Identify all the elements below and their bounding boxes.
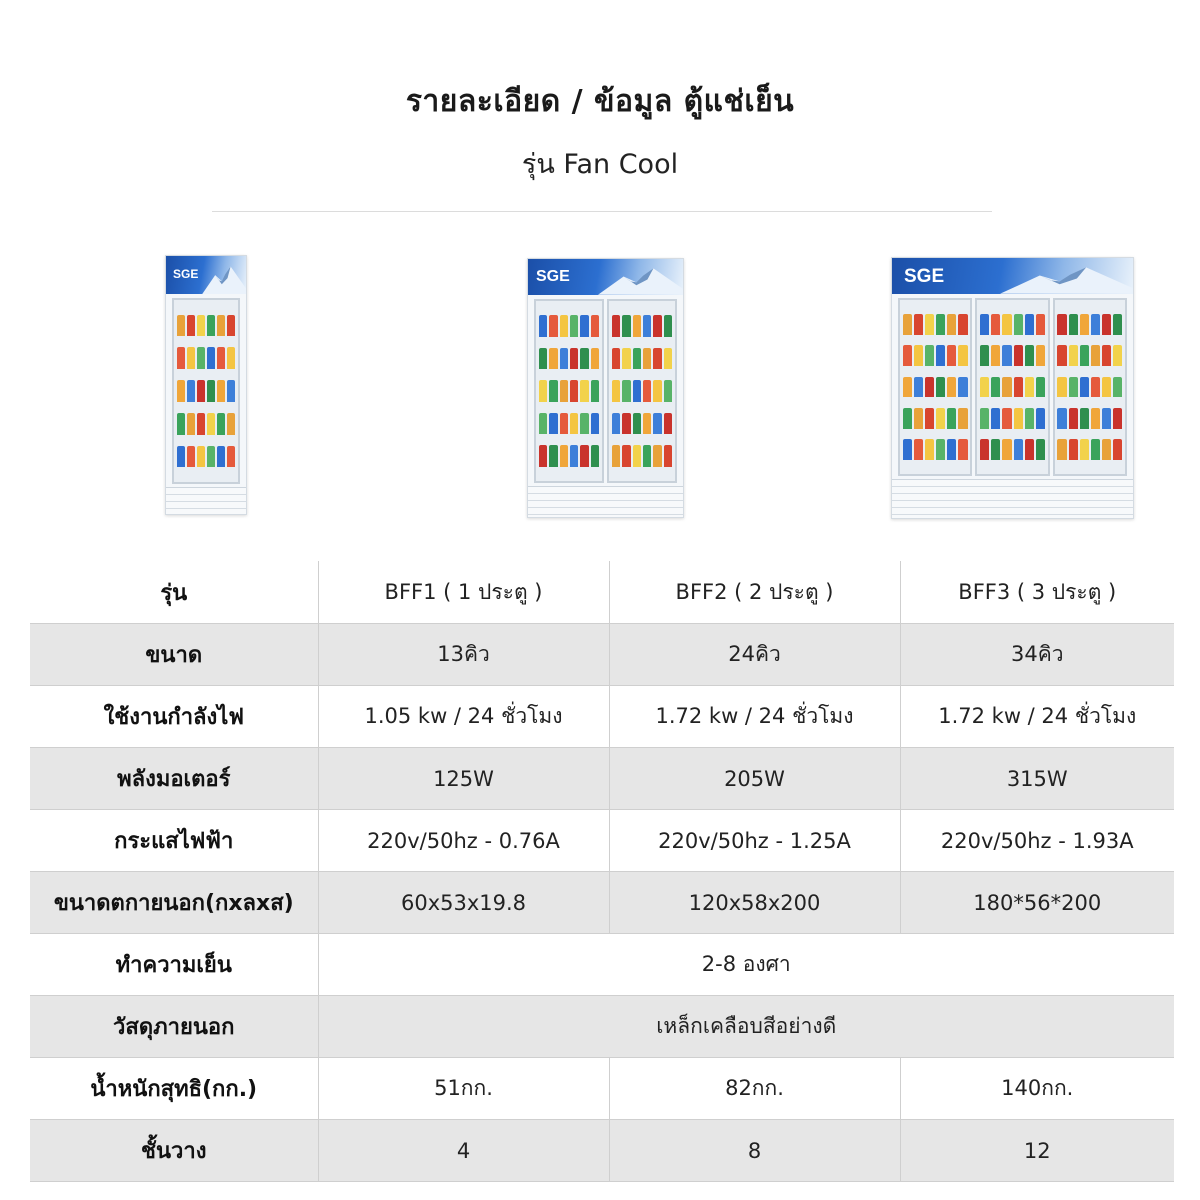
table-cell: 220v/50hz - 1.93A [900, 810, 1174, 872]
fridge-shelf [177, 413, 236, 435]
row-label: วัสดุภายนอก [30, 996, 318, 1058]
spec-table [30, 561, 1174, 1182]
fridge-shelf [612, 380, 673, 402]
fridge-shelf [980, 314, 1045, 335]
table-header-row [30, 561, 1174, 624]
merged-cell: เหล็กเคลือบสีอย่างดี [318, 996, 1174, 1058]
table-cell: 51กก. [318, 1058, 609, 1120]
table-cell: 1.05 kw / 24 ชั่วโมง [318, 686, 609, 748]
fridge-shelf [177, 446, 236, 468]
table-cell: 220v/50hz - 0.76A [318, 810, 609, 872]
fridge-shelf [903, 314, 968, 335]
fridge-shelf [177, 347, 236, 369]
fridge-shelf [539, 380, 600, 402]
merged-cell: 2-8 องศา [318, 934, 1174, 996]
fridge-shelf [980, 408, 1045, 429]
fridge-door [172, 298, 240, 484]
row-label: กระแสไฟฟ้า [30, 810, 318, 872]
table-cell: 125W [318, 748, 609, 810]
table-cell: 24คิว [609, 624, 900, 686]
fridge-image-1-door [165, 255, 247, 515]
table-row [30, 748, 1174, 810]
table-row [30, 934, 1174, 996]
fridge-shelf [612, 445, 673, 467]
table-row [30, 1120, 1174, 1182]
fridge-shelf [1057, 314, 1122, 335]
table-cell: 180*56*200 [900, 872, 1174, 934]
fridge-shelf [980, 377, 1045, 398]
row-label: น้ำหนักสุทธิ(กก.) [30, 1058, 318, 1120]
table-cell: 34คิว [900, 624, 1174, 686]
fridge-shelf [612, 315, 673, 337]
table-cell: 82กก. [609, 1058, 900, 1120]
fridge-shelf [177, 315, 236, 337]
fridge-door [1053, 298, 1127, 476]
fridge-brand-logo: SGE [904, 266, 945, 287]
fridge-shelf [539, 315, 600, 337]
fridge-shelf [903, 345, 968, 366]
fridge-image-2-door [527, 258, 684, 518]
fridge-shelf [1057, 439, 1122, 460]
fridge-brand-logo: SGE [536, 268, 570, 285]
fridge-shelf [903, 408, 968, 429]
table-cell: 1.72 kw / 24 ชั่วโมง [900, 686, 1174, 748]
table-cell: 205W [609, 748, 900, 810]
mountain-icon [598, 266, 683, 295]
table-cell: 4 [318, 1120, 609, 1182]
fridge-shelf [1057, 377, 1122, 398]
table-row [30, 872, 1174, 934]
fridge-shelf [539, 348, 600, 370]
table-row [30, 1058, 1174, 1120]
fridge-shelf [612, 413, 673, 435]
table-cell: 12 [900, 1120, 1174, 1182]
row-label: ทำความเย็น [30, 934, 318, 996]
model-cell: BFF1 ( 1 ประตู ) [318, 561, 609, 624]
table-cell: 13คิว [318, 624, 609, 686]
row-label: ชั้นวาง [30, 1120, 318, 1182]
table-cell: 220v/50hz - 1.25A [609, 810, 900, 872]
mountain-icon [202, 264, 246, 294]
table-cell: 1.72 kw / 24 ชั่วโมง [609, 686, 900, 748]
fridge-shelf [539, 445, 600, 467]
row-label: ขนาดตกายนอก(กxลxส) [30, 872, 318, 934]
fridge-image-3-door [891, 257, 1134, 519]
table-row [30, 810, 1174, 872]
table-cell: 60x53x19.8 [318, 872, 609, 934]
fridge-door [607, 299, 677, 483]
table-cell: 8 [609, 1120, 900, 1182]
fridge-shelf [612, 348, 673, 370]
table-row [30, 624, 1174, 686]
table-row [30, 996, 1174, 1058]
model-cell: BFF3 ( 3 ประตู ) [900, 561, 1174, 624]
fridge-brand-logo: SGE [173, 267, 199, 281]
fridge-shelf [1057, 345, 1122, 366]
fridge-shelf [1057, 408, 1122, 429]
row-label: รุ่น [30, 561, 318, 624]
title-divider [212, 211, 992, 212]
table-cell: 120x58x200 [609, 872, 900, 934]
table-row [30, 686, 1174, 748]
table-cell: 140กก. [900, 1058, 1174, 1120]
page-title: รายละเอียด / ข้อมูล ตู้แช่เย็น [405, 84, 795, 119]
fridge-door [534, 299, 604, 483]
fridge-door [898, 298, 972, 476]
table-cell: 315W [900, 748, 1174, 810]
page-subtitle: รุ่น Fan Cool [521, 149, 679, 180]
row-label: ขนาด [30, 624, 318, 686]
fridge-shelf [903, 439, 968, 460]
model-cell: BFF2 ( 2 ประตู ) [609, 561, 900, 624]
fridge-shelf [980, 345, 1045, 366]
fridge-door [975, 298, 1049, 476]
row-label: พลังมอเตอร์ [30, 748, 318, 810]
fridge-shelf [177, 380, 236, 402]
mountain-icon [1000, 265, 1133, 294]
fridge-shelf [980, 439, 1045, 460]
fridge-shelf [903, 377, 968, 398]
row-label: ใช้งานกำลังไฟ [30, 686, 318, 748]
fridge-shelf [539, 413, 600, 435]
